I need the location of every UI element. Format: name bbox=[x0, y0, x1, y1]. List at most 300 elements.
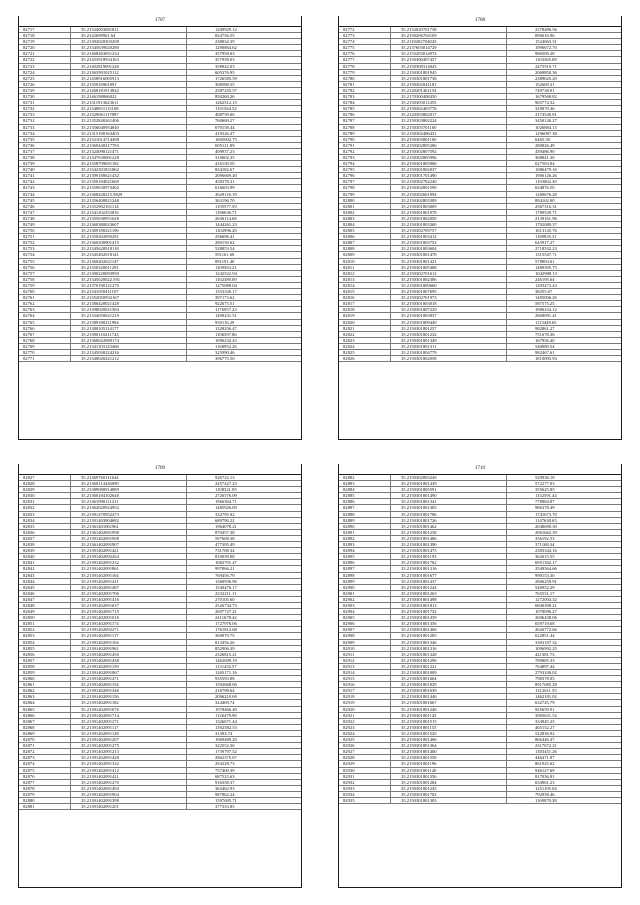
id-cell: 82740 bbox=[19, 167, 71, 172]
id-cell: 82909 bbox=[339, 640, 391, 645]
value-cell: 982467.61 bbox=[535, 349, 555, 355]
id-cell: 82871 bbox=[19, 743, 71, 748]
value-cell: 1592668.06 bbox=[215, 682, 237, 688]
id-cell: 82812 bbox=[339, 271, 391, 276]
id-cell: 82901 bbox=[339, 591, 391, 596]
coordinate-cell: 35.2150308314043 bbox=[391, 64, 507, 69]
value-cell: 817036.91 bbox=[535, 773, 555, 779]
value-cell: 1789539.71 bbox=[535, 209, 557, 215]
coordinate-cell: 35.21341050411107 bbox=[71, 289, 187, 294]
value-cell: 408759.00 bbox=[215, 112, 235, 118]
coordinate-cell: 35.21380105114177 bbox=[71, 326, 187, 331]
value-cell: 246195.64 bbox=[535, 276, 555, 282]
value-cell: 798378.05 bbox=[535, 676, 555, 682]
id-cell: 82859 bbox=[19, 670, 71, 675]
panel-title: 1709 bbox=[19, 464, 301, 475]
coordinate-cell: 35.21355030951628 bbox=[71, 216, 187, 221]
id-cell: 82853 bbox=[19, 633, 71, 638]
id-cell: 82827 bbox=[19, 475, 71, 480]
coordinate-cell: 35.2150301801667 bbox=[391, 700, 507, 705]
id-cell: 82902 bbox=[339, 597, 391, 602]
id-cell: 82769 bbox=[19, 344, 71, 349]
coordinate-cell: 35.2150301801155 bbox=[391, 725, 507, 730]
coordinate-cell: 35.2150301801316 bbox=[391, 566, 507, 571]
id-cell: 82756 bbox=[19, 265, 71, 270]
table-body bbox=[19, 27, 301, 441]
id-cell: 82747 bbox=[19, 210, 71, 215]
value-cell: 8917685.28 bbox=[535, 682, 557, 688]
value-cell: 990153.30 bbox=[535, 572, 555, 578]
coordinate-cell: 35.2150303801160 bbox=[391, 137, 507, 142]
value-cell: 891191.40 bbox=[215, 258, 235, 264]
value-cell: 1296087.38 bbox=[535, 130, 557, 136]
value-cell: 356192.53 bbox=[535, 535, 555, 541]
id-cell: 82770 bbox=[19, 350, 71, 355]
value-cell: 540952.29 bbox=[535, 584, 555, 590]
value-cell: 1103365.08 bbox=[535, 57, 557, 63]
value-cell: 634876.50 bbox=[535, 185, 555, 191]
coordinate-cell: 35.2150301809449 bbox=[391, 320, 507, 325]
id-cell: 82935 bbox=[339, 798, 391, 803]
coordinate-cell: 35.21348831115168 bbox=[71, 106, 187, 111]
coordinate-cell: 35.2150301801945 bbox=[391, 70, 507, 75]
value-cell: 1462699.19 bbox=[215, 657, 237, 663]
value-cell: 792958.46 bbox=[535, 791, 555, 797]
coordinate-cell: 35.2150302805996 bbox=[391, 155, 507, 160]
id-cell: 82929 bbox=[339, 761, 391, 766]
coordinate-cell: 35.2150301803018 bbox=[391, 301, 507, 306]
id-cell: 82790 bbox=[339, 137, 391, 142]
coordinate-cell: 35.21391402091164 bbox=[71, 573, 187, 578]
value-cell: 238034.39 bbox=[215, 39, 235, 45]
id-cell: 82752 bbox=[19, 240, 71, 245]
id-cell: 82720 bbox=[19, 45, 71, 50]
coordinate-cell: 35.2150301805408 bbox=[391, 265, 507, 270]
table-panel-4 bbox=[338, 464, 622, 888]
value-cell: 1102389.09 bbox=[215, 276, 237, 282]
coordinate-cell: 35.2150301801446 bbox=[391, 694, 507, 699]
coordinate-cell: 35.2137603014729 bbox=[391, 45, 507, 50]
id-cell: 82822 bbox=[339, 332, 391, 337]
coordinate-cell: 35.2150301801346 bbox=[391, 640, 507, 645]
id-cell: 82729 bbox=[19, 88, 71, 93]
id-cell: 82856 bbox=[19, 652, 71, 657]
coordinate-cell: 35.2150301801558 bbox=[391, 755, 507, 760]
id-cell: 82913 bbox=[339, 664, 391, 669]
id-cell: 82908 bbox=[339, 633, 391, 638]
id-cell: 82897 bbox=[339, 566, 391, 571]
coordinate-cell: 35.21391402091201 bbox=[71, 804, 187, 809]
coordinate-cell: 35.21391402091016 bbox=[71, 615, 187, 620]
id-cell: 82930 bbox=[339, 768, 391, 773]
value-cell: 465152.27 bbox=[535, 724, 555, 730]
id-cell: 82855 bbox=[19, 646, 71, 651]
id-cell: 82830 bbox=[19, 493, 71, 498]
value-cell: 627563.84 bbox=[535, 161, 555, 167]
id-cell: 82817 bbox=[339, 301, 391, 306]
coordinate-cell: 35.21399180621432 bbox=[71, 173, 187, 178]
value-cell: 757400.39 bbox=[215, 767, 235, 773]
id-cell: 82890 bbox=[339, 524, 391, 529]
value-cell: 2793100.02 bbox=[535, 670, 557, 675]
value-cell: 1251105.04 bbox=[535, 785, 557, 791]
value-cell: 294228.73 bbox=[215, 761, 235, 767]
value-cell: 1392582.53 bbox=[215, 724, 237, 730]
id-cell: 82744 bbox=[19, 192, 71, 197]
value-cell: 922675.51 bbox=[215, 301, 235, 307]
coordinate-cell: 35.2150301801245 bbox=[391, 786, 507, 791]
coordinate-cell: 35.2150301807229 bbox=[391, 307, 507, 312]
id-cell: 82800 bbox=[339, 198, 391, 203]
value-cell: 731708.34 bbox=[215, 548, 235, 554]
id-cell: 82797 bbox=[339, 179, 391, 184]
coordinate-cell: 35.2150301801356 bbox=[391, 621, 507, 626]
value-cell: 1176957.23 bbox=[215, 307, 237, 313]
coordinate-cell: 35.21350184021669 bbox=[71, 179, 187, 184]
id-cell: 82927 bbox=[339, 749, 391, 754]
coordinate-cell: 35.2150301801238 bbox=[391, 530, 507, 535]
value-cell: 760669.27 bbox=[215, 118, 235, 124]
coordinate-cell: 35.21391402091174 bbox=[71, 621, 187, 626]
value-cell: 377333.85 bbox=[215, 804, 235, 810]
value-cell: 813456.26 bbox=[215, 639, 235, 645]
table-panel-3 bbox=[18, 464, 302, 888]
coordinate-cell: 35.21321014714498 bbox=[71, 137, 187, 142]
id-cell: 82794 bbox=[339, 161, 391, 166]
coordinate-cell: 35.2150301801738 bbox=[391, 76, 507, 81]
id-cell: 82921 bbox=[339, 713, 391, 718]
coordinate-cell: 35.2150301701490 bbox=[391, 173, 507, 178]
value-cell: 894162.00 bbox=[535, 197, 555, 203]
value-cell: 946127.69 bbox=[535, 767, 555, 773]
coordinate-cell: 35.2150301801475 bbox=[391, 548, 507, 553]
value-cell: 778984.87 bbox=[535, 499, 555, 505]
value-cell: 1126479.98 bbox=[215, 712, 237, 718]
coordinate-cell: 35.21341103123468 bbox=[71, 344, 187, 349]
coordinate-cell: 35.21391402091067 bbox=[71, 670, 187, 675]
coordinate-cell: 35.21391402091411 bbox=[71, 579, 187, 584]
id-cell: 82844 bbox=[19, 579, 71, 584]
id-cell: 82737 bbox=[19, 149, 71, 154]
id-cell: 82814 bbox=[339, 283, 391, 288]
value-cell: 1186636.71 bbox=[215, 209, 237, 215]
coordinate-cell: 35.2150301801356 bbox=[391, 774, 507, 779]
value-cell: 2806259.91 bbox=[535, 578, 557, 584]
id-cell: 82846 bbox=[19, 591, 71, 596]
value-cell: 540080.54 bbox=[535, 343, 555, 349]
coordinate-cell: 35.21389180211984 bbox=[71, 320, 187, 325]
id-cell: 82782 bbox=[339, 88, 391, 93]
coordinate-cell: 35.21350302095281 bbox=[71, 234, 187, 239]
id-cell: 82842 bbox=[19, 566, 71, 571]
coordinate-cell: 35.21380420021428 bbox=[71, 301, 187, 306]
coordinate-cell: 35.21391402091076 bbox=[71, 707, 187, 712]
id-cell: 82850 bbox=[19, 615, 71, 620]
coordinate-cell: 35.21391402091117 bbox=[71, 633, 187, 638]
value-cell: 1810095.93 bbox=[535, 356, 557, 362]
coordinate-cell: 35.21391402091182 bbox=[71, 700, 187, 705]
coordinate-cell: 35.21391402091332 bbox=[71, 761, 187, 766]
coordinate-cell: 35.21360380023607 bbox=[71, 222, 187, 227]
coordinate-cell: 35.2146198066022 bbox=[71, 94, 187, 99]
id-cell: 82885 bbox=[339, 493, 391, 498]
value-cell: 1679568.82 bbox=[535, 94, 557, 100]
coordinate-cell: 35.2150301801349 bbox=[391, 338, 507, 343]
id-cell: 82813 bbox=[339, 277, 391, 282]
coordinate-cell: 35.21352840261406 bbox=[71, 118, 187, 123]
coordinate-cell: 35.21391402091154 bbox=[71, 682, 187, 687]
coordinate-cell: 35.21360402021147 bbox=[71, 259, 187, 264]
id-cell: 82809 bbox=[339, 252, 391, 257]
coordinate-cell: 35.2150302803249 bbox=[391, 475, 507, 480]
value-cell: 31393.74 bbox=[215, 730, 233, 736]
table-body bbox=[339, 475, 621, 889]
coordinate-cell: 35.21391402091398 bbox=[71, 798, 187, 803]
id-cell: 82900 bbox=[339, 585, 391, 590]
id-cell: 82838 bbox=[19, 542, 71, 547]
coordinate-cell: 35.21391402091706 bbox=[71, 591, 187, 596]
id-cell: 82755 bbox=[19, 259, 71, 264]
coordinate-cell: 35.2150301801726 bbox=[391, 518, 507, 523]
id-cell: 82857 bbox=[19, 658, 71, 663]
id-cell: 82795 bbox=[339, 167, 391, 172]
id-cell: 82725 bbox=[19, 76, 71, 81]
table-body bbox=[339, 27, 621, 441]
value-cell: 749738.01 bbox=[535, 87, 555, 93]
id-cell: 82803 bbox=[339, 216, 391, 221]
value-cell: 1275088.04 bbox=[215, 282, 237, 288]
id-cell: 82861 bbox=[19, 682, 71, 687]
id-cell: 82733 bbox=[19, 125, 71, 130]
id-cell: 82760 bbox=[19, 289, 71, 294]
value-cell: 1489395.75 bbox=[535, 264, 557, 270]
coordinate-cell: 35.21391402091637 bbox=[71, 603, 187, 608]
id-cell: 82718 bbox=[19, 33, 71, 38]
coordinate-cell: 35.21324098121471 bbox=[71, 149, 187, 154]
id-cell: 82767 bbox=[19, 332, 71, 337]
coordinate-cell: 35.21345402018141 bbox=[71, 252, 187, 257]
value-cell: 1326671.44 bbox=[215, 718, 237, 724]
coordinate-cell: 35.2150301801439 bbox=[391, 481, 507, 486]
value-cell: 1966304.71 bbox=[215, 499, 237, 505]
id-cell: 82877 bbox=[19, 780, 71, 785]
coordinate-cell: 35.21391470952473 bbox=[71, 512, 187, 517]
coordinate-cell: 35.2150301801978 bbox=[391, 210, 507, 215]
value-cell: 1727976.06 bbox=[215, 621, 237, 627]
id-cell: 82805 bbox=[339, 228, 391, 233]
coordinate-cell: 35.21391402091904 bbox=[71, 792, 187, 797]
id-cell: 82896 bbox=[339, 560, 391, 565]
id-cell: 82717 bbox=[19, 27, 71, 32]
value-cell: 446471.87 bbox=[535, 755, 555, 761]
id-cell: 82892 bbox=[339, 536, 391, 541]
coordinate-cell: 35.21345020022.591 bbox=[71, 277, 187, 282]
coordinate-cell: 35.21361402091907 bbox=[71, 542, 187, 547]
value-cell: 1113448.65 bbox=[535, 319, 557, 325]
coordinate-cell: 35.2150301805906 bbox=[391, 161, 507, 166]
value-cell: 2317672.21 bbox=[535, 743, 557, 749]
value-cell: 2587255.57 bbox=[215, 87, 237, 93]
value-cell: 916358.37 bbox=[215, 779, 235, 785]
id-cell: 82748 bbox=[19, 216, 71, 221]
value-cell: 850269.26 bbox=[215, 94, 235, 100]
value-cell: 1152591.44 bbox=[535, 493, 557, 499]
value-cell: 1524063.31 bbox=[535, 39, 557, 45]
coordinate-cell: 35.21391402091438 bbox=[71, 658, 187, 663]
coordinate-cell: 35.21391402091156 bbox=[71, 694, 187, 699]
id-cell: 82864 bbox=[19, 700, 71, 705]
value-cell: 421381.73 bbox=[535, 651, 555, 657]
coordinate-cell: 35.21368428215.9829 bbox=[71, 192, 187, 197]
coordinate-cell: 35.21458916065913 bbox=[71, 76, 187, 81]
id-cell: 82868 bbox=[19, 725, 71, 730]
id-cell: 82810 bbox=[339, 259, 391, 264]
table-row bbox=[19, 804, 301, 810]
coordinate-cell: 35.2150301801193 bbox=[391, 554, 507, 559]
id-cell: 82916 bbox=[339, 682, 391, 687]
id-cell: 82771 bbox=[19, 356, 71, 361]
id-cell: 82839 bbox=[19, 548, 71, 553]
id-cell: 82884 bbox=[339, 487, 391, 492]
id-cell: 82807 bbox=[339, 240, 391, 245]
value-cell: 695121.89 bbox=[215, 142, 235, 148]
coordinate-cell: 35.2150301801303 bbox=[391, 798, 507, 803]
value-cell: 852906.39 bbox=[215, 645, 235, 651]
value-cell: 1978466.40 bbox=[215, 706, 237, 712]
value-cell: 1096232.43 bbox=[215, 337, 237, 343]
id-cell: 82834 bbox=[19, 518, 71, 523]
id-cell: 82919 bbox=[339, 700, 391, 705]
id-cell: 82922 bbox=[339, 719, 391, 724]
value-cell: 2069850.36 bbox=[535, 69, 557, 75]
table-panel-1 bbox=[18, 16, 302, 440]
value-cell: 397173.62 bbox=[215, 295, 235, 301]
value-cell: 622851.44 bbox=[535, 633, 555, 639]
id-cell: 82824 bbox=[339, 344, 391, 349]
coordinate-cell: 35.2150301801466 bbox=[391, 737, 507, 742]
coordinate-cell: 35.21402819091246 bbox=[71, 64, 187, 69]
coordinate-cell: 35.21391403904682 bbox=[71, 518, 187, 523]
coordinate-cell: 35.21360200901415 bbox=[71, 240, 187, 245]
value-cell: 789805.33 bbox=[535, 657, 555, 663]
id-cell: 82801 bbox=[339, 204, 391, 209]
value-cell: 591161.60 bbox=[215, 252, 235, 258]
id-cell: 82835 bbox=[19, 524, 71, 529]
coordinate-cell: 35.2150302803389 bbox=[391, 198, 507, 203]
value-cell: 1106597.86 bbox=[215, 331, 237, 337]
value-cell: 528053.54 bbox=[215, 246, 235, 252]
coordinate-cell: 35.21391402091416 bbox=[71, 597, 187, 602]
id-cell: 82854 bbox=[19, 640, 71, 645]
id-cell: 82781 bbox=[339, 82, 391, 87]
value-cell: 477395.49 bbox=[215, 542, 235, 548]
id-cell: 82759 bbox=[19, 283, 71, 288]
coordinate-cell: 35.2150301805591 bbox=[391, 487, 507, 492]
id-cell: 82852 bbox=[19, 627, 71, 632]
value-cell: 357958.03 bbox=[215, 57, 235, 63]
value-cell: 216798.64 bbox=[215, 688, 235, 694]
coordinate-cell: 35.21360022089174 bbox=[71, 338, 187, 343]
value-cell: 2457427.23 bbox=[215, 481, 237, 487]
value-cell: 689790.22 bbox=[215, 517, 235, 523]
coordinate-cell: 35.21352902101114 bbox=[71, 204, 187, 209]
coordinate-cell: 35.21358709691182 bbox=[71, 161, 187, 166]
id-cell: 82815 bbox=[339, 289, 391, 294]
id-cell: 82893 bbox=[339, 542, 391, 547]
coordinate-cell: 35.2150301804779 bbox=[391, 350, 507, 355]
value-cell: 1490231.51 bbox=[215, 313, 237, 319]
value-cell: 834182.67 bbox=[215, 167, 235, 173]
coordinate-cell: 35.2150301803752 bbox=[391, 240, 507, 245]
value-cell: 986509.28 bbox=[535, 51, 555, 57]
value-cell: 866446.47 bbox=[535, 737, 555, 743]
value-cell: 6840398.21 bbox=[535, 602, 557, 608]
value-cell: 2048690.30 bbox=[535, 523, 557, 529]
id-cell: 82783 bbox=[339, 94, 391, 99]
coordinate-cell: 35.2150302805286 bbox=[391, 143, 507, 148]
value-cell: 439486.90 bbox=[535, 148, 555, 154]
id-cell: 82796 bbox=[339, 173, 391, 178]
value-cell: 1964078.21 bbox=[215, 523, 237, 529]
coordinate-cell: 35.21324003081811 bbox=[71, 27, 187, 32]
coordinate-cell: 35.2150301801677 bbox=[391, 573, 507, 578]
value-cell: 2626772.66 bbox=[535, 627, 557, 633]
id-cell: 82772 bbox=[339, 27, 391, 32]
value-cell: 363196.70 bbox=[215, 197, 235, 203]
table-row bbox=[19, 356, 301, 362]
coordinate-cell: 35.2150301801732 bbox=[391, 609, 507, 614]
id-cell: 82804 bbox=[339, 222, 391, 227]
coordinate-cell: 35.21389080914889 bbox=[71, 487, 187, 492]
id-cell: 82734 bbox=[19, 131, 71, 136]
value-cell: 1761812.68 bbox=[215, 627, 237, 633]
coordinate-cell: 35.21391402091270 bbox=[71, 780, 187, 785]
coordinate-cell: 35.21453918934163 bbox=[71, 57, 187, 62]
coordinate-cell: 35.21361401061961 bbox=[71, 524, 187, 529]
coordinate-cell: 35.2150301801486 bbox=[391, 536, 507, 541]
id-cell: 82780 bbox=[339, 76, 391, 81]
value-cell: 2475519.71 bbox=[535, 63, 557, 69]
value-cell: 1082701.47 bbox=[215, 560, 237, 566]
id-cell: 82757 bbox=[19, 271, 71, 276]
id-cell: 82918 bbox=[339, 694, 391, 699]
id-cell: 82829 bbox=[19, 487, 71, 492]
value-cell: 38255.67 bbox=[535, 289, 553, 295]
id-cell: 82849 bbox=[19, 609, 71, 614]
id-cell: 82847 bbox=[19, 597, 71, 602]
value-cell: 810039.08 bbox=[215, 554, 235, 560]
coordinate-cell: 35.21392020303208 bbox=[71, 39, 187, 44]
value-cell: 1553326.17 bbox=[215, 289, 237, 295]
id-cell: 82825 bbox=[339, 350, 391, 355]
id-cell: 82866 bbox=[19, 713, 71, 718]
id-cell: 82931 bbox=[339, 774, 391, 779]
value-cell: 322552.36 bbox=[215, 743, 235, 749]
value-cell: 1026884.13 bbox=[535, 124, 557, 130]
coordinate-cell: 35.21391402091117 bbox=[71, 725, 187, 730]
id-cell: 82732 bbox=[19, 106, 71, 111]
coordinate-cell: 35.21329061117887 bbox=[71, 112, 187, 117]
coordinate-cell: 35.2150301801498 bbox=[391, 597, 507, 602]
id-cell: 82775 bbox=[339, 45, 391, 50]
value-cell: 3905631.52 bbox=[535, 712, 557, 718]
coordinate-cell: 35.21391402091715 bbox=[71, 609, 187, 614]
value-cell: 2096210.69 bbox=[215, 694, 237, 700]
id-cell: 82905 bbox=[339, 615, 391, 620]
coordinate-cell: 35.21391402091487 bbox=[71, 585, 187, 590]
coordinate-cell: 35.2150305011455 bbox=[391, 100, 507, 105]
coordinate-cell: 35.21391402091428 bbox=[71, 755, 187, 760]
